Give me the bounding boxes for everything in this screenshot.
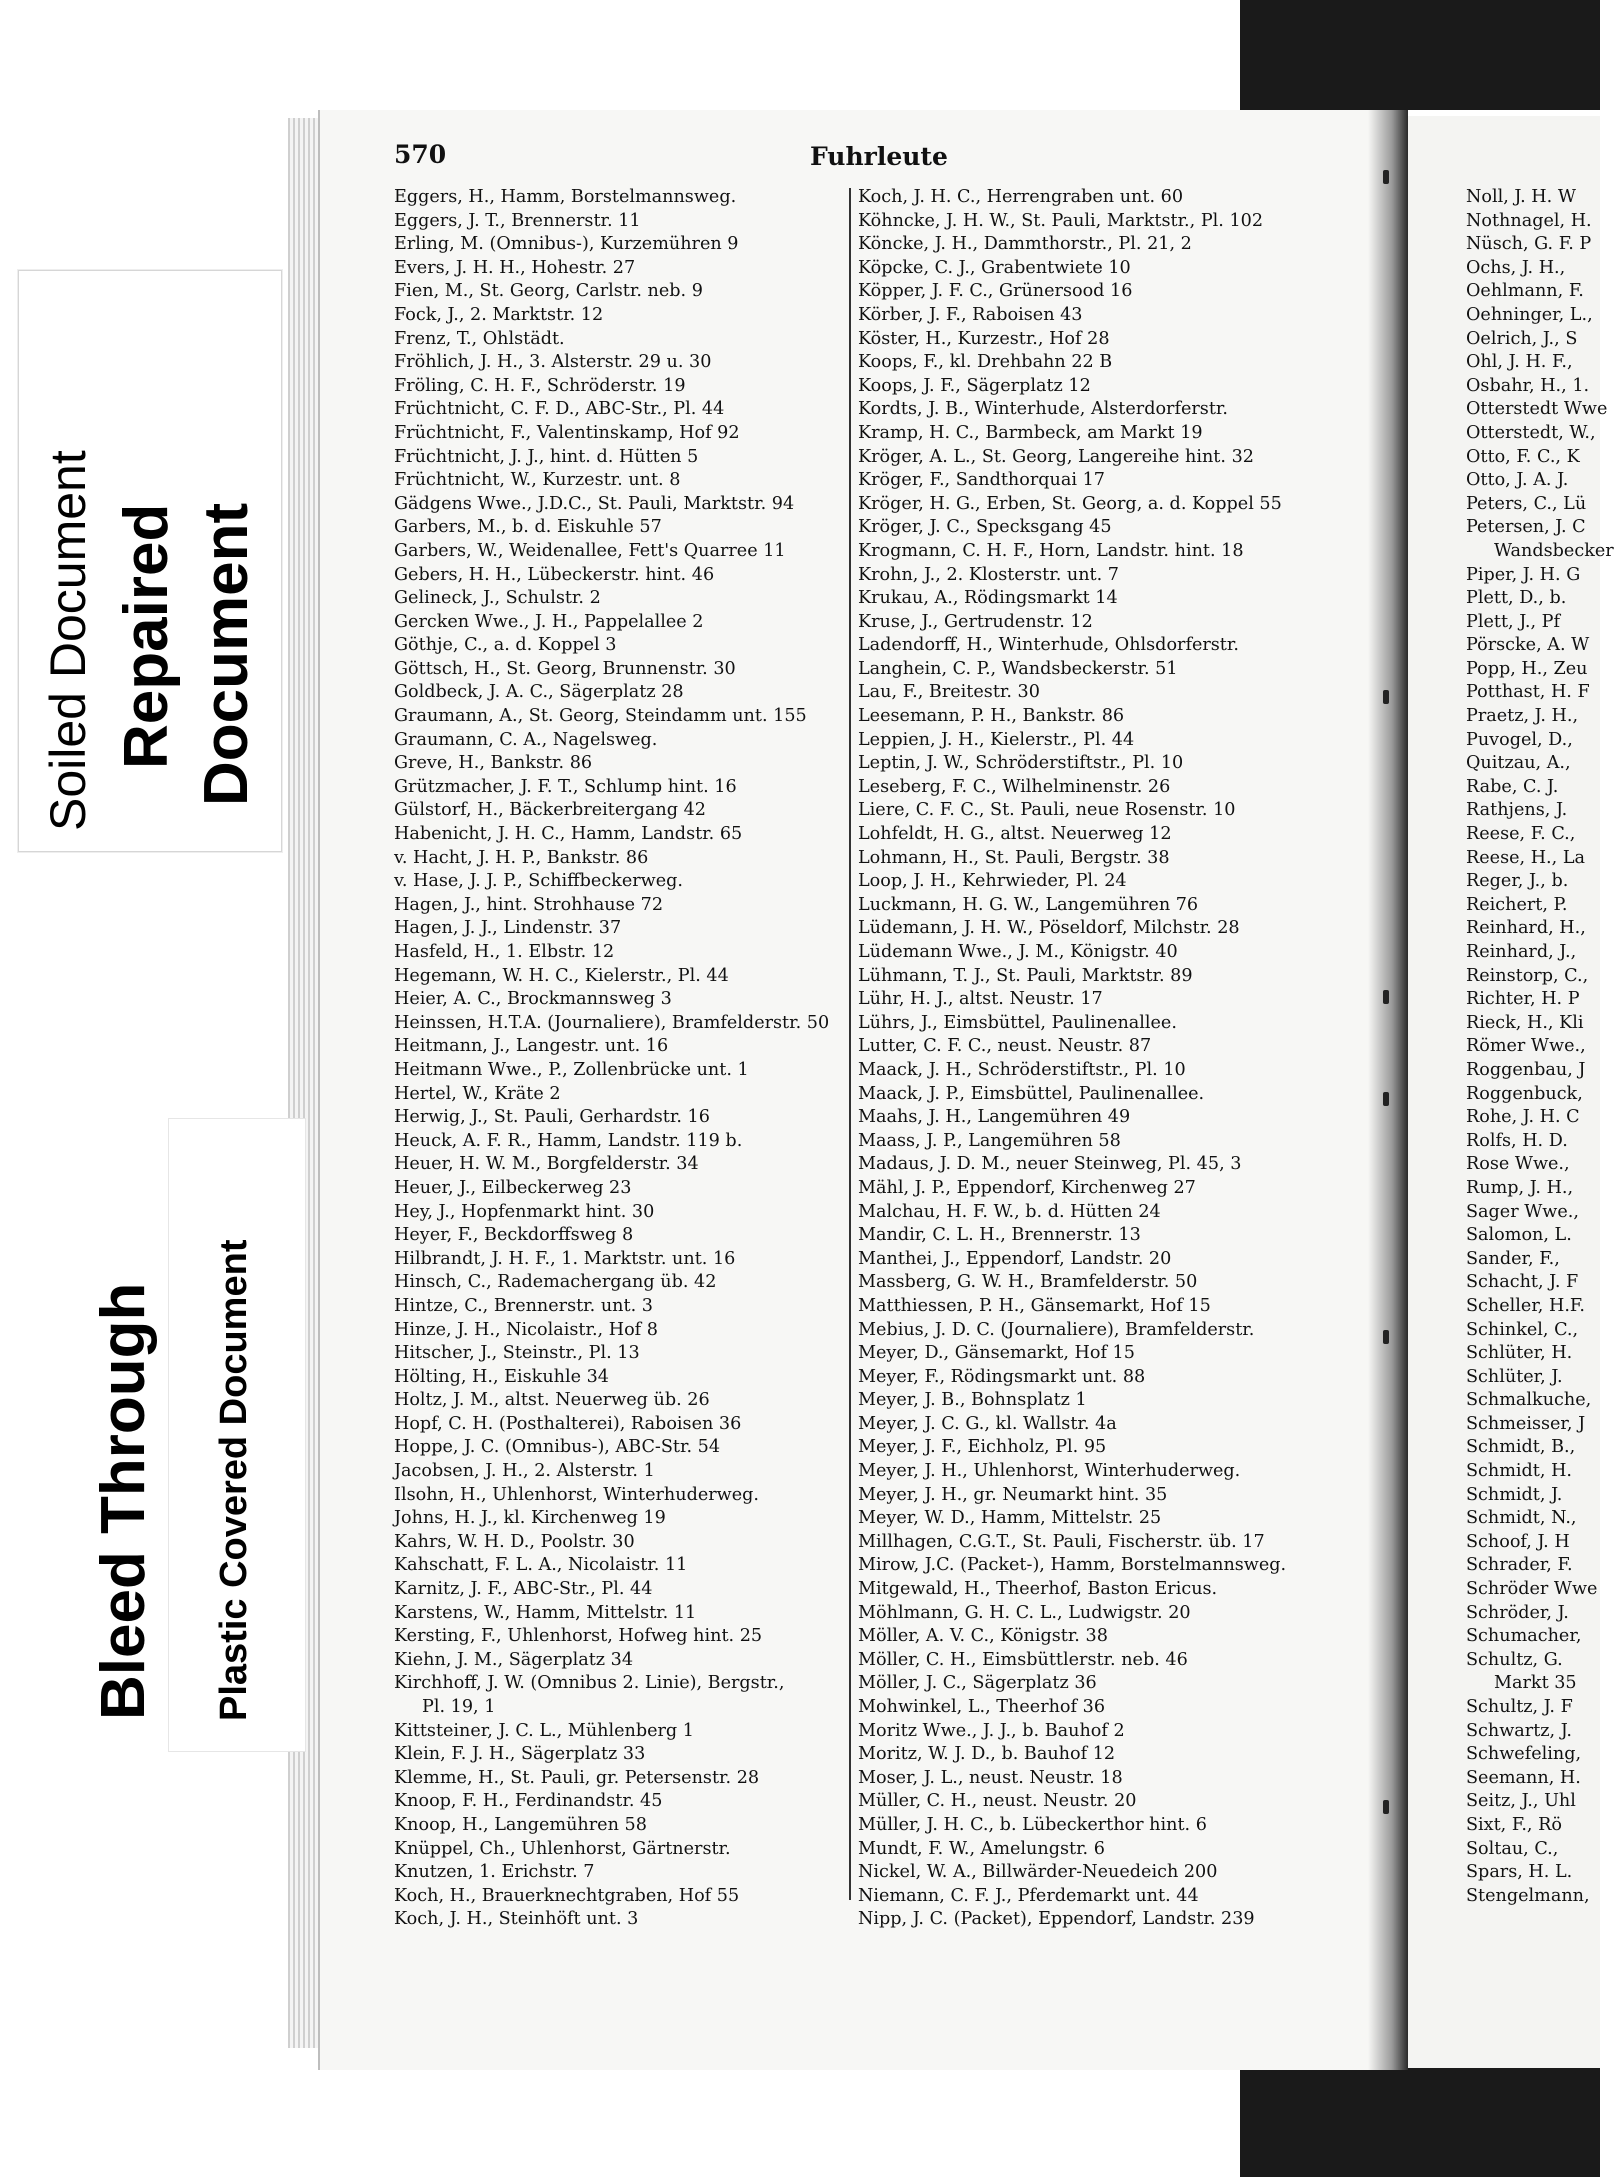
- directory-entry: Kirchhoff, J. W. (Omnibus 2. Linie), Bergstr.,: [394, 1673, 785, 1694]
- directory-entry: Hasfeld, H., 1. Elbstr. 12: [394, 942, 615, 962]
- directory-entry: Niemann, C. F. J., Pferdemarkt unt. 44: [858, 1885, 1199, 1906]
- directory-entry: v. Hase, J. J. P., Schiffbeckerweg.: [394, 871, 683, 892]
- directory-entry: Eggers, H., Hamm, Borstelmannsweg.: [394, 187, 737, 207]
- directory-entry: Potthast, H. F: [1466, 682, 1590, 703]
- directory-entry: Kröger, A. L., St. Georg, Langereihe hint. 32: [858, 446, 1254, 467]
- directory-entry: Liere, C. F. C., St. Pauli, neue Rosenstr. 10: [858, 800, 1236, 821]
- directory-entry: Schultz, G.: [1466, 1649, 1563, 1670]
- directory-entry: Kiehn, J. M., Sägerplatz 34: [394, 1649, 634, 1670]
- plastic-covered-document-label: Plastic Covered Document: [213, 1239, 255, 1721]
- directory-entry: Eggers, J. T., Brennerstr. 11: [394, 210, 641, 231]
- directory-entry: Mähl, J. P., Eppendorf, Kirchenweg 27: [858, 1177, 1196, 1198]
- directory-entry: Schmidt, B.,: [1466, 1437, 1576, 1458]
- directory-entry: Früchtnicht, C. F. D., ABC-Str., Pl. 44: [394, 399, 725, 420]
- directory-entry: Madaus, J. D. M., neuer Steinweg, Pl. 45, 3: [858, 1154, 1242, 1175]
- column-divider: [849, 188, 851, 1900]
- directory-entry: Schmidt, N.,: [1466, 1508, 1577, 1529]
- directory-entry: Oehninger, L.,: [1466, 304, 1593, 325]
- directory-entry: Peters, C., Lü: [1466, 493, 1587, 514]
- directory-entry: Petersen, J. C: [1466, 517, 1586, 538]
- directory-entry: Evers, J. H. H., Hohestr. 27: [394, 257, 636, 278]
- directory-entry: Osbahr, H., 1.: [1466, 375, 1590, 396]
- directory-entry: Mundt, F. W., Amelungstr. 6: [858, 1838, 1105, 1859]
- binding-mark: [1383, 990, 1389, 1004]
- directory-entry: Lührs, J., Eimsbüttel, Paulinenallee.: [858, 1012, 1177, 1033]
- directory-entry: Ochs, J. H.,: [1466, 257, 1566, 278]
- directory-entry: Kordts, J. B., Winterhude, Alsterdorferstr.: [858, 399, 1228, 420]
- directory-entry: Knoop, F. H., Ferdinandstr. 45: [394, 1791, 663, 1812]
- directory-entry: Köncke, J. H., Dammthorstr., Pl. 21, 2: [858, 234, 1192, 255]
- directory-entry: Soltau, C.,: [1466, 1838, 1559, 1859]
- binding-mark: [1383, 1800, 1389, 1814]
- directory-entry: Knutzen, 1. Erichstr. 7: [394, 1862, 595, 1883]
- directory-entry: Hitscher, J., Steinstr., Pl. 13: [394, 1343, 640, 1364]
- directory-entry: Jacobsen, J. H., 2. Alsterstr. 1: [394, 1461, 655, 1482]
- directory-entry: Graumann, C. A., Nagelsweg.: [394, 729, 658, 750]
- directory-entry: Otto, F. C., K: [1466, 446, 1580, 467]
- binding-mark: [1383, 1092, 1389, 1106]
- directory-entry: Meyer, J. C. G., kl. Wallstr. 4a: [858, 1413, 1117, 1434]
- directory-entry: Schoof, J. H: [1466, 1531, 1570, 1552]
- directory-entry: Römer Wwe.,: [1466, 1036, 1586, 1057]
- directory-entry: Schmalkuche,: [1466, 1390, 1592, 1411]
- directory-entry: Lohfeldt, H. G., altst. Neuerweg 12: [858, 824, 1172, 845]
- directory-entry: Puvogel, D.,: [1466, 729, 1573, 750]
- directory-entry: Noll, J. H. W: [1466, 187, 1576, 207]
- directory-entry: Markt 35: [1494, 1673, 1577, 1694]
- directory-entry: Kersting, F., Uhlenhorst, Hofweg hint. 25: [394, 1626, 763, 1647]
- directory-entry: Fröhlich, J. H., 3. Alsterstr. 29 u. 30: [394, 352, 712, 373]
- directory-entry: Erling, M. (Omnibus-), Kurzemühren 9: [394, 234, 739, 255]
- book-gutter: [1368, 110, 1408, 2070]
- directory-entry: Heuck, A. F. R., Hamm, Landstr. 119 b.: [394, 1130, 743, 1151]
- directory-entry: Früchtnicht, F., Valentinskamp, Hof 92: [394, 422, 740, 443]
- directory-entry: Rabe, C. J.: [1466, 776, 1559, 797]
- directory-entry: Moritz Wwe., J. J., b. Bauhof 2: [858, 1720, 1125, 1741]
- directory-entry: Sander, F.,: [1466, 1248, 1560, 1269]
- directory-entry: Richter, H. P: [1466, 989, 1580, 1010]
- directory-entry: Lüdemann, J. H. W., Pöseldorf, Milchstr. 28: [858, 918, 1240, 939]
- directory-entry: Ilsohn, H., Uhlenhorst, Winterhuderweg.: [394, 1484, 760, 1505]
- directory-entry: Koch, J. H. C., Herrengraben unt. 60: [858, 187, 1184, 207]
- directory-entry: Lühr, H. J., altst. Neustr. 17: [858, 989, 1103, 1010]
- directory-entry: Nipp, J. C. (Packet), Eppendorf, Landstr. 239: [858, 1909, 1255, 1930]
- directory-entry: Meyer, F., Rödingsmarkt unt. 88: [858, 1366, 1146, 1387]
- soiled-repaired-label: [18, 270, 282, 852]
- directory-entry: Reese, F. C.,: [1466, 824, 1576, 845]
- directory-entry: Plett, J., Pf: [1466, 611, 1561, 632]
- binding-mark: [1383, 690, 1389, 704]
- directory-entry: Pörscke, A. W: [1466, 635, 1590, 656]
- directory-entry: Schmidt, J.: [1466, 1484, 1563, 1505]
- repaired-label-line1: Repaired: [112, 503, 181, 769]
- directory-entry: Maack, J. H., Schröderstiftstr., Pl. 10: [858, 1059, 1186, 1080]
- directory-entry: Klein, F. J. H., Sägerplatz 33: [394, 1744, 646, 1765]
- directory-entry: Kramp, H. C., Barmbeck, am Markt 19: [858, 422, 1203, 443]
- directory-entry: Otto, J. A. J.: [1466, 470, 1569, 491]
- directory-entry: Spars, H. L.: [1466, 1862, 1573, 1883]
- directory-entry: Möhlmann, G. H. C. L., Ludwigstr. 20: [858, 1602, 1191, 1623]
- directory-entry: Gülstorf, H., Bäckerbreitergang 42: [394, 800, 706, 821]
- directory-entry: Reichert, P.: [1466, 894, 1568, 915]
- directory-entry: Leppien, J. H., Kielerstr., Pl. 44: [858, 729, 1135, 750]
- directory-entry: Schwartz, J.: [1466, 1720, 1573, 1741]
- directory-entry: Hintze, C., Brennerstr. unt. 3: [394, 1295, 653, 1316]
- binding-mark: [1383, 1330, 1389, 1344]
- directory-entry: Reinhard, J.,: [1466, 942, 1577, 962]
- directory-entry: Kittsteiner, J. C. L., Mühlenberg 1: [394, 1720, 694, 1741]
- directory-entry: Hölting, H., Eiskuhle 34: [394, 1366, 609, 1387]
- directory-entry: Lühmann, T. J., St. Pauli, Marktstr. 89: [858, 965, 1193, 986]
- directory-entry: Knoop, H., Langemühren 58: [394, 1814, 647, 1835]
- directory-entry: Schmidt, H.: [1466, 1461, 1573, 1482]
- bleed-through-label: Bleed Through: [89, 1282, 158, 1720]
- directory-entry: Schmeisser, J: [1466, 1413, 1586, 1434]
- directory-entry: Hegemann, W. H. C., Kielerstr., Pl. 44: [394, 965, 729, 986]
- directory-entry: Grützmacher, J. F. T., Schlump hint. 16: [394, 776, 737, 797]
- directory-entry: Otterstedt Wwe: [1466, 399, 1608, 420]
- directory-entry: Habenicht, J. H. C., Hamm, Landstr. 65: [394, 824, 743, 845]
- directory-entry: Sixt, F., Rö: [1466, 1814, 1562, 1835]
- directory-entry: Leesemann, P. H., Bankstr. 86: [858, 706, 1125, 727]
- directory-entry: Schacht, J. F: [1466, 1272, 1579, 1293]
- directory-entry: Moser, J. L., neust. Neustr. 18: [858, 1767, 1123, 1788]
- directory-entry: Kröger, H. G., Erben, St. Georg, a. d. Koppel 55: [858, 493, 1282, 514]
- directory-entry: Heuer, H. W. M., Borgfelderstr. 34: [394, 1154, 699, 1175]
- directory-entry: Oelrich, J., S: [1466, 328, 1578, 349]
- directory-entry: Hagen, J., hint. Strohhause 72: [394, 894, 664, 915]
- directory-entry: v. Hacht, J. H. P., Bankstr. 86: [394, 847, 649, 868]
- directory-entry: Reger, J., b.: [1466, 871, 1569, 892]
- soiled-document-label: Soiled Document: [40, 450, 96, 831]
- directory-entry: Schinkel, C.,: [1466, 1319, 1579, 1340]
- directory-entry: Gercken Wwe., J. H., Pappelallee 2: [394, 611, 704, 632]
- directory-entry: Rose Wwe.,: [1466, 1154, 1570, 1175]
- directory-entry: Hinsch, C., Rademachergang üb. 42: [394, 1272, 717, 1293]
- bleed-through-label-card: [66, 1130, 170, 1750]
- directory-entry: Frenz, T., Ohlstädt.: [394, 328, 565, 349]
- directory-entry: Greve, H., Bankstr. 86: [394, 753, 593, 774]
- directory-entry: Nickel, W. A., Billwärder-Neuedeich 200: [858, 1862, 1218, 1883]
- directory-entry: Kahrs, W. H. D., Poolstr. 30: [394, 1531, 635, 1552]
- directory-entry: Meyer, J. H., Uhlenhorst, Winterhuderweg.: [858, 1461, 1241, 1482]
- directory-entry: Schultz, J. F: [1466, 1697, 1573, 1717]
- directory-entry: Maack, J. P., Eimsbüttel, Paulinenallee.: [858, 1083, 1205, 1104]
- repaired-label-line2: Document: [192, 502, 261, 806]
- directory-entry: Goldbeck, J. A. C., Sägerplatz 28: [394, 682, 684, 703]
- directory-entry: Krogmann, C. H. F., Horn, Landstr. hint. 18: [858, 540, 1244, 561]
- directory-entry: Heitmann Wwe., P., Zollenbrücke unt. 1: [394, 1059, 749, 1080]
- directory-entry: Lutter, C. F. C., neust. Neustr. 87: [858, 1036, 1152, 1057]
- page-number: 570: [394, 140, 447, 169]
- facing-page-column: [1466, 186, 1614, 1908]
- directory-entry: Ladendorff, H., Winterhude, Ohlsdorferstr.: [858, 635, 1239, 656]
- directory-entry: Sager Wwe.,: [1466, 1201, 1579, 1222]
- directory-entry: Wandsbecker: [1494, 540, 1614, 561]
- directory-entry: Salomon, L.: [1466, 1225, 1572, 1246]
- directory-entry: Körber, J. F., Raboisen 43: [858, 304, 1083, 325]
- directory-entry: Müller, J. H. C., b. Lübeckerthor hint. 6: [858, 1814, 1207, 1835]
- directory-entry: Früchtnicht, J. J., hint. d. Hütten 5: [394, 446, 699, 467]
- directory-entry: Heinssen, H.T.A. (Journaliere), Bramfelderstr. 50: [394, 1012, 830, 1033]
- directory-entry: Schwefeling,: [1466, 1744, 1582, 1765]
- directory-entry: Ohl, J. H. F.,: [1466, 352, 1573, 373]
- directory-entry: Schlüter, H.: [1466, 1343, 1573, 1364]
- directory-entry: Heuer, J., Eilbeckerweg 23: [394, 1177, 632, 1198]
- directory-entry: Otterstedt, W.,: [1466, 422, 1596, 443]
- directory-entry: Heier, A. C., Brockmannsweg 3: [394, 989, 672, 1010]
- directory-entry: Köhncke, J. H. W., St. Pauli, Marktstr., Pl. 102: [858, 210, 1264, 231]
- directory-entry: Hinze, J. H., Nicolaistr., Hof 8: [394, 1319, 658, 1340]
- directory-entry: Fröling, C. H. F., Schröderstr. 19: [394, 375, 686, 396]
- directory-entry: Hoppe, J. C. (Omnibus-), ABC-Str. 54: [394, 1437, 721, 1458]
- directory-entry: Reinstorp, C.,: [1466, 965, 1589, 986]
- left-column: [394, 186, 854, 1932]
- directory-entry: Köpper, J. F. C., Grünersood 16: [858, 281, 1133, 302]
- directory-entry: Leptin, J. W., Schröderstiftstr., Pl. 10: [858, 753, 1184, 774]
- directory-entry: Koops, F., kl. Drehbahn 22 B: [858, 352, 1113, 373]
- directory-entry: Reinhard, H.,: [1466, 918, 1586, 939]
- directory-entry: Krohn, J., 2. Klosterstr. unt. 7: [858, 564, 1119, 585]
- directory-entry: Mitgewald, H., Theerhof, Baston Ericus.: [858, 1579, 1218, 1600]
- directory-entry: Johns, H. J., kl. Kirchenweg 19: [394, 1508, 666, 1529]
- directory-entry: Piper, J. H. G: [1466, 564, 1581, 585]
- directory-entry: Kröger, F., Sandthorquai 17: [858, 470, 1105, 491]
- directory-entry: Kröger, J. C., Specksgang 45: [858, 517, 1112, 538]
- directory-entry: Kahschatt, F. L. A., Nicolaistr. 11: [394, 1555, 688, 1576]
- directory-entry: Mirow, J.C. (Packet-), Hamm, Borstelmannsweg.: [858, 1555, 1287, 1576]
- directory-entry: Gebers, H. H., Lübeckerstr. hint. 46: [394, 564, 715, 585]
- directory-entry: Seemann, H.: [1466, 1767, 1581, 1788]
- directory-entry: Mebius, J. D. C. (Journaliere), Bramfelderstr.: [858, 1319, 1255, 1340]
- directory-entry: Malchau, H. F. W., b. d. Hütten 24: [858, 1201, 1161, 1222]
- directory-entry: Koops, J. F., Sägerplatz 12: [858, 375, 1091, 396]
- directory-entry: Schröder Wwe: [1466, 1579, 1598, 1600]
- directory-entry: Knüppel, Ch., Uhlenhorst, Gärtnerstr.: [394, 1838, 731, 1859]
- directory-entry: Meyer, D., Gänsemarkt, Hof 15: [858, 1343, 1135, 1364]
- directory-entry: Köpcke, C. J., Grabentwiete 10: [858, 257, 1131, 278]
- directory-entry: Garbers, W., Weidenallee, Fett's Quarree 11: [394, 540, 786, 561]
- directory-entry: Karnitz, J. F., ABC-Str., Pl. 44: [394, 1579, 653, 1600]
- directory-entry: Plett, D., b.: [1466, 588, 1567, 609]
- directory-entry: Hopf, C. H. (Posthalterei), Raboisen 36: [394, 1413, 742, 1434]
- directory-entry: Schumacher,: [1466, 1626, 1582, 1647]
- directory-entry: Möller, J. C., Sägerplatz 36: [858, 1673, 1097, 1694]
- directory-entry: Rohe, J. H. C: [1466, 1107, 1580, 1128]
- directory-entry: Lau, F., Breitestr. 30: [858, 682, 1040, 703]
- directory-entry: Göttsch, H., St. Georg, Brunnenstr. 30: [394, 658, 736, 679]
- directory-entry: Köster, H., Kurzestr., Hof 28: [858, 328, 1110, 349]
- directory-entry: Koch, J. H., Steinhöft unt. 3: [394, 1909, 639, 1930]
- directory-entry: Fock, J., 2. Marktstr. 12: [394, 304, 604, 325]
- directory-entry: Gelineck, J., Schulstr. 2: [394, 588, 601, 609]
- directory-entry: Millhagen, C.G.T., St. Pauli, Fischerstr. üb. 17: [858, 1531, 1265, 1552]
- directory-entry: Meyer, J. B., Bohnsplatz 1: [858, 1390, 1087, 1411]
- directory-entry: Pl. 19, 1: [422, 1697, 496, 1717]
- directory-entry: Heitmann, J., Langestr. unt. 16: [394, 1036, 669, 1057]
- directory-entry: Scheller, H.F.: [1466, 1295, 1585, 1316]
- directory-entry: Schrader, F.: [1466, 1555, 1573, 1576]
- page-heading: Fuhrleute: [810, 142, 948, 171]
- directory-entry: Früchtnicht, W., Kurzestr. unt. 8: [394, 470, 681, 491]
- directory-entry: Roggenbuck,: [1466, 1083, 1583, 1104]
- directory-entry: Lohmann, H., St. Pauli, Bergstr. 38: [858, 847, 1170, 868]
- directory-entry: Langhein, C. P., Wandsbeckerstr. 51: [858, 658, 1178, 679]
- directory-entry: Reese, H., La: [1466, 847, 1585, 868]
- directory-entry: Gädgens Wwe., J.D.C., St. Pauli, Marktstr. 94: [394, 493, 795, 514]
- directory-entry: Hertel, W., Kräte 2: [394, 1083, 561, 1104]
- directory-entry: Manthei, J., Eppendorf, Landstr. 20: [858, 1248, 1172, 1269]
- directory-entry: Roggenbau, J: [1466, 1059, 1586, 1080]
- directory-entry: Stengelmann,: [1466, 1885, 1590, 1906]
- directory-entry: Holtz, J. M., altst. Neuerweg üb. 26: [394, 1390, 710, 1411]
- directory-entry: Mohwinkel, L., Theerhof 36: [858, 1697, 1106, 1717]
- scan-background-right-top: [1240, 0, 1600, 110]
- middle-column: [858, 186, 1368, 1932]
- directory-entry: Meyer, W. D., Hamm, Mittelstr. 25: [858, 1508, 1162, 1529]
- directory-entry: Koch, H., Brauerknechtgraben, Hof 55: [394, 1885, 740, 1906]
- directory-entry: Seitz, J., Uhl: [1466, 1791, 1576, 1812]
- directory-entry: Popp, H., Zeu: [1466, 658, 1588, 679]
- directory-entry: Nothnagel, H.: [1466, 210, 1592, 231]
- directory-entry: Meyer, J. H., gr. Neumarkt hint. 35: [858, 1484, 1168, 1505]
- directory-entry: Massberg, G. W. H., Bramfelderstr. 50: [858, 1272, 1198, 1293]
- directory-entry: Rolfs, H. D.: [1466, 1130, 1568, 1151]
- directory-entry: Loop, J. H., Kehrwieder, Pl. 24: [858, 871, 1127, 892]
- directory-entry: Graumann, A., St. Georg, Steindamm unt. 155: [394, 706, 807, 727]
- directory-entry: Matthiessen, P. H., Gänsemarkt, Hof 15: [858, 1295, 1211, 1316]
- plastic-covered-label-card: [168, 1118, 306, 1752]
- directory-entry: Garbers, M., b. d. Eiskuhle 57: [394, 517, 662, 538]
- directory-entry: Meyer, J. F., Eichholz, Pl. 95: [858, 1437, 1107, 1458]
- directory-entry: Oehlmann, F.: [1466, 281, 1584, 302]
- directory-entry: Kruse, J., Gertrudenstr. 12: [858, 611, 1093, 632]
- directory-entry: Klemme, H., St. Pauli, gr. Petersenstr. 28: [394, 1767, 760, 1788]
- directory-entry: Schlüter, J.: [1466, 1366, 1563, 1387]
- directory-entry: Göthje, C., a. d. Koppel 3: [394, 635, 617, 656]
- directory-entry: Fien, M., St. Georg, Carlstr. neb. 9: [394, 281, 703, 302]
- directory-entry: Hey, J., Hopfenmarkt hint. 30: [394, 1201, 655, 1222]
- directory-entry: Maass, J. P., Langemühren 58: [858, 1130, 1121, 1151]
- directory-entry: Rieck, H., Kli: [1466, 1012, 1584, 1033]
- directory-entry: Mandir, C. L. H., Brennerstr. 13: [858, 1225, 1141, 1246]
- directory-entry: Heyer, F., Beckdorffsweg 8: [394, 1225, 634, 1246]
- directory-entry: Möller, C. H., Eimsbüttlerstr. neb. 46: [858, 1649, 1188, 1670]
- directory-entry: Luckmann, H. G. W., Langemühren 76: [858, 894, 1199, 915]
- directory-entry: Rathjens, J.: [1466, 800, 1568, 821]
- directory-entry: Moritz, W. J. D., b. Bauhof 12: [858, 1744, 1116, 1765]
- directory-entry: Praetz, J. H.,: [1466, 706, 1579, 727]
- directory-entry: Leseberg, F. C., Wilhelminenstr. 26: [858, 776, 1171, 797]
- directory-entry: Nüsch, G. F. P: [1466, 234, 1592, 255]
- binding-mark: [1383, 170, 1389, 184]
- directory-entry: Krukau, A., Rödingsmarkt 14: [858, 588, 1118, 609]
- directory-entry: Müller, C. H., neust. Neustr. 20: [858, 1791, 1137, 1812]
- directory-entry: Möller, A. V. C., Königstr. 38: [858, 1626, 1108, 1647]
- directory-entry: Hilbrandt, J. H. F., 1. Marktstr. unt. 16: [394, 1248, 736, 1269]
- directory-entry: Lüdemann Wwe., J. M., Königstr. 40: [858, 942, 1178, 962]
- directory-entry: Herwig, J., St. Pauli, Gerhardstr. 16: [394, 1107, 710, 1128]
- directory-entry: Karstens, W., Hamm, Mittelstr. 11: [394, 1602, 697, 1623]
- directory-entry: Rump, J. H.,: [1466, 1177, 1574, 1198]
- directory-entry: Hagen, J. J., Lindenstr. 37: [394, 918, 622, 939]
- directory-entry: Maahs, J. H., Langemühren 49: [858, 1107, 1131, 1128]
- directory-entry: Quitzau, A.,: [1466, 753, 1571, 774]
- directory-entry: Schröder, J.: [1466, 1602, 1569, 1623]
